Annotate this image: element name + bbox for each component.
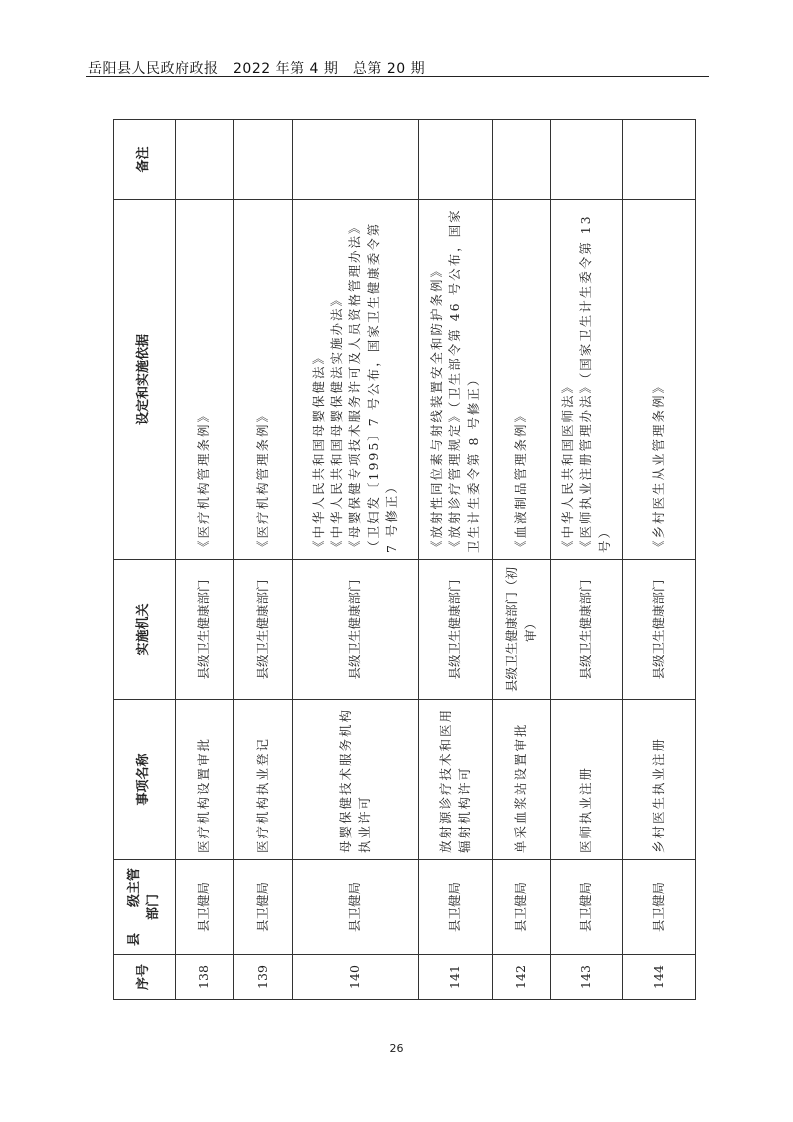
table-row xyxy=(551,120,623,1000)
cell-basis xyxy=(176,200,234,560)
header-rule xyxy=(86,76,709,77)
table-row xyxy=(176,120,234,1000)
basis-line: 《血液制品管理条例》 xyxy=(513,407,529,553)
basis-line: 《放射性同位素与射线装置安全和防护条例》 xyxy=(429,262,445,553)
basis-line: 《医疗机构管理条例》 xyxy=(196,407,212,553)
table-row xyxy=(293,120,419,1000)
cell-no: 143 xyxy=(551,955,623,1000)
table-row xyxy=(234,120,293,1000)
table-header-row xyxy=(114,120,176,1000)
basis-line: 《中华人民共和国母婴保健法实施办法》 xyxy=(329,291,345,553)
cell-dept: 县卫健局 xyxy=(419,860,493,955)
page-number: 26 xyxy=(389,1042,404,1055)
basis-line: 《放射诊疗管理规定》（卫生部令第 46 号公布，国家卫生计生委令第 8 号修正） xyxy=(447,208,481,553)
cell-item: 医师执业注册 xyxy=(551,700,623,860)
cell-agency: 县级卫生健康部门 xyxy=(419,560,493,700)
table-row xyxy=(493,120,551,1000)
cell-basis xyxy=(623,200,696,560)
cell-agency: 县级卫生健康部门 xyxy=(623,560,696,700)
cell-item: 医疗机构执业登记 xyxy=(234,700,293,860)
col-header-no: 序号 xyxy=(114,955,176,1000)
cell-dept: 县卫健局 xyxy=(293,860,419,955)
cell-no: 141 xyxy=(419,955,493,1000)
col-header-item: 事项名称 xyxy=(114,700,176,860)
basis-line: 《医师执业注册管理办法》（国家卫生计生委令第 13 号） xyxy=(578,214,612,553)
basis-line: 《医疗机构管理条例》 xyxy=(254,407,270,553)
cell-basis xyxy=(419,200,493,560)
cell-dept: 县卫健局 xyxy=(493,860,551,955)
cell-agency: 县级卫生健康部门 xyxy=(234,560,293,700)
cell-agency: 县级卫生健康部门 xyxy=(176,560,234,700)
cell-basis xyxy=(493,200,551,560)
document-header: 岳阳县人民政府政报 2022 年第 4 期 总第 20 期 xyxy=(88,61,426,77)
cell-dept: 县卫健局 xyxy=(176,860,234,955)
basis-line: 《中华人民共和国母婴保健法》 xyxy=(311,349,327,553)
cell-agency: 县级卫生健康部门（初审） xyxy=(493,560,551,700)
cell-item: 医疗机构设置审批 xyxy=(176,700,234,860)
cell-item: 乡村医生执业注册 xyxy=(623,700,696,860)
col-header-basis: 设定和实施依据 xyxy=(114,200,176,560)
cell-item: 放射源诊疗技术和医用辐射机构许可 xyxy=(419,700,493,860)
cell-dept: 县卫健局 xyxy=(234,860,293,955)
cell-basis xyxy=(293,200,419,560)
cell-remark xyxy=(623,120,696,200)
basis-line: 《母婴保健专项技术服务许可及人员资格管理办法》（卫妇发〔1995〕7 号公布，国家卫生健康委令第 7 号修正） xyxy=(347,219,399,553)
cell-remark xyxy=(493,120,551,200)
cell-no: 139 xyxy=(234,955,293,1000)
cell-item: 单采血浆站设置审批 xyxy=(493,700,551,860)
cell-no: 140 xyxy=(293,955,419,1000)
cell-remark xyxy=(293,120,419,200)
cell-basis xyxy=(234,200,293,560)
cell-remark xyxy=(234,120,293,200)
cell-no: 138 xyxy=(176,955,234,1000)
cell-item: 母婴保健技术服务机构执业许可 xyxy=(293,700,419,860)
cell-agency: 县级卫生健康部门 xyxy=(293,560,419,700)
basis-line: 《乡村医生从业管理条例》 xyxy=(650,378,666,553)
approval-items-table xyxy=(113,119,696,1000)
cell-no: 144 xyxy=(623,955,696,1000)
cell-agency: 县级卫生健康部门 xyxy=(551,560,623,700)
basis-line: 《中华人民共和国医师法》 xyxy=(560,378,576,553)
col-header-agency: 实施机关 xyxy=(114,560,176,700)
table-row xyxy=(623,120,696,1000)
cell-basis xyxy=(551,200,623,560)
rotated-table-container xyxy=(113,120,695,1000)
cell-dept: 县卫健局 xyxy=(623,860,696,955)
col-header-dept: 县 级主管部门 xyxy=(114,860,176,955)
cell-remark xyxy=(551,120,623,200)
cell-remark xyxy=(176,120,234,200)
cell-dept: 县卫健局 xyxy=(551,860,623,955)
col-header-remark: 备注 xyxy=(114,120,176,200)
table-row xyxy=(419,120,493,1000)
cell-remark xyxy=(419,120,493,200)
cell-no: 142 xyxy=(493,955,551,1000)
